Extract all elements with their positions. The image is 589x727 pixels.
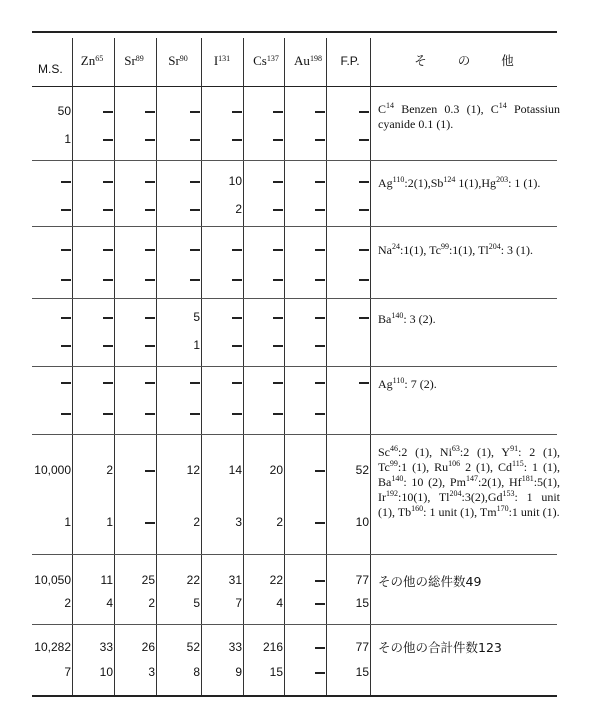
- table-cell: 2: [193, 515, 200, 529]
- dash-mark: [232, 249, 242, 250]
- header-rule: [32, 86, 557, 87]
- dash-mark: [315, 249, 325, 250]
- dash-mark: [315, 580, 325, 581]
- row-separator: [32, 554, 557, 555]
- table-cell: 22: [269, 573, 283, 587]
- table-cell: 5: [193, 310, 200, 324]
- dash-mark: [103, 317, 113, 318]
- table-cell: [32, 310, 71, 324]
- header-sr89: Sr$^{89}$: [124, 53, 144, 68]
- table-cell: [116, 463, 155, 477]
- table-cell: [286, 596, 325, 610]
- table-cell: 8: [193, 665, 200, 679]
- dash-mark: [232, 139, 242, 140]
- nuclide-symbol: $C^{14}$: [490, 101, 507, 116]
- dash-mark: [273, 249, 283, 250]
- other-nuclides-note: Sc$^{46}$:2 (1), Ni$^{63}$:2 (1), $Y^{91}$: 2 (1), Tc$^{99}$:1 (1), Ru$^{106}$ 2 (1), Cd$^{115}$: 1 (1), Ba$^{140}$: 10 (2), Pm$^{147}$:2(1), Hf$^{181}$:5(1), Ir$^{192}$:10(1), Tl$^{204}$:3(2),Gd$^{153}$: 1 unit (1), Tb$^{160}$: 1 unit (1), Tm$^{170}$:1 unit (1).: [378, 444, 561, 519]
- table-cell: 3: [235, 515, 242, 529]
- mass-number: 24: [392, 242, 400, 251]
- mass-number: 147: [465, 474, 478, 483]
- table-cell: [245, 242, 283, 256]
- mass-number: 99: [389, 459, 398, 468]
- table-cell: 7: [64, 665, 71, 679]
- nuclide-symbol: Ag$^{110}$: [378, 376, 405, 391]
- dash-mark: [315, 181, 325, 182]
- table-cell: 3: [148, 665, 155, 679]
- table-cell: [116, 310, 155, 324]
- table-cell: [116, 515, 155, 529]
- table-cell: 1: [64, 132, 71, 146]
- table-cell: 15: [269, 665, 283, 679]
- table-cell: 2: [235, 202, 242, 216]
- table-cell: [158, 272, 200, 286]
- table-cell: [286, 406, 325, 420]
- table-cell: [245, 310, 283, 324]
- header-cs137: Cs$^{137}$: [253, 53, 279, 68]
- table-cell: [286, 640, 325, 654]
- dash-mark: [273, 413, 283, 414]
- mass-number: 153: [502, 489, 515, 498]
- other-nuclides-note: $C^{14}$ Benzen 0.3 (1), $C^{14}$ Potassiun cyanide 0.1 (1).: [378, 101, 560, 131]
- other-nuclides-note: その他の総件数49: [378, 574, 482, 589]
- table-cell: [245, 338, 283, 352]
- header-sr90: Sr$^{90}$: [168, 53, 188, 68]
- table-cell: 5: [193, 596, 200, 610]
- table-cell: [116, 375, 155, 389]
- nuclide-symbol: Gd$^{153}$: [487, 489, 515, 504]
- table-cell: [116, 272, 155, 286]
- table-cell: [158, 132, 200, 146]
- mass-number: 63: [451, 444, 460, 453]
- table-cell: 10,000: [34, 463, 71, 477]
- other-nuclides-note: Na$^{24}$:1(1), Tc$^{99}$:1(1), Tl$^{204}$: 3 (1).: [378, 242, 534, 257]
- nuclide-symbol: Tb$^{160}$: [397, 504, 424, 519]
- table-cell: [32, 242, 71, 256]
- nuclide-symbol: Hf$^{181}$: [509, 474, 534, 489]
- dash-mark: [190, 181, 200, 182]
- nuclide-symbol: Ba$^{140}$: [378, 474, 404, 489]
- other-nuclides-note: Ba$^{140}$: 3 (2).: [378, 311, 436, 326]
- table-cell: [74, 202, 113, 216]
- table-cell: [158, 242, 200, 256]
- dash-mark: [315, 470, 325, 471]
- table-cell: [286, 242, 325, 256]
- table-cell: [286, 272, 325, 286]
- dash-mark: [145, 470, 155, 471]
- dash-mark: [103, 139, 113, 140]
- row-separator: [32, 624, 557, 625]
- dash-mark: [145, 522, 155, 523]
- dash-mark: [103, 209, 113, 210]
- mass-number: 203: [496, 175, 509, 184]
- dash-mark: [145, 181, 155, 182]
- nuclide-symbol: Ba$^{140}$: [378, 311, 404, 326]
- dash-mark: [190, 209, 200, 210]
- dash-mark: [315, 382, 325, 383]
- dash-mark: [359, 139, 369, 140]
- dash-mark: [61, 279, 71, 280]
- table-cell: 22: [186, 573, 200, 587]
- table-cell: [286, 104, 325, 118]
- table-cell: [158, 375, 200, 389]
- dash-mark: [103, 181, 113, 182]
- table-cell: [74, 104, 113, 118]
- table-cell: [245, 202, 283, 216]
- dash-mark: [145, 209, 155, 210]
- mass-number: 115: [512, 459, 524, 468]
- dash-mark: [145, 139, 155, 140]
- nuclide-symbol: Tm$^{170}$: [479, 504, 509, 519]
- header-ms: M.S.: [38, 62, 63, 76]
- dash-mark: [61, 249, 71, 250]
- mass-number: 181: [521, 474, 534, 483]
- table-cell: 9: [235, 665, 242, 679]
- table-cell: 33: [99, 640, 113, 654]
- dash-mark: [145, 249, 155, 250]
- mass-number: 124: [443, 175, 456, 184]
- dash-mark: [273, 209, 283, 210]
- dash-mark: [315, 672, 325, 673]
- table-cell: 10,282: [34, 640, 71, 654]
- table-cell: [32, 375, 71, 389]
- table-cell: [116, 242, 155, 256]
- table-cell: [286, 463, 325, 477]
- dash-mark: [315, 603, 325, 604]
- table-cell: 77: [355, 573, 369, 587]
- dash-mark: [103, 345, 113, 346]
- table-cell: [245, 375, 283, 389]
- header-au198: Au$^{198}$: [294, 53, 322, 68]
- table-cell: 12: [186, 463, 200, 477]
- table-cell: [245, 272, 283, 286]
- dash-mark: [145, 413, 155, 414]
- table-cell: [286, 202, 325, 216]
- dash-mark: [61, 209, 71, 210]
- table-cell: [286, 375, 325, 389]
- table-cell: [286, 132, 325, 146]
- dash-mark: [359, 317, 369, 318]
- table-cell: 2: [148, 596, 155, 610]
- dash-mark: [190, 413, 200, 414]
- mass-number: 110: [392, 175, 405, 184]
- mass-number: 204: [449, 489, 462, 498]
- table-cell: 10: [99, 665, 113, 679]
- dash-mark: [359, 181, 369, 182]
- table-cell: [74, 406, 113, 420]
- dash-mark: [315, 111, 325, 112]
- table-cell: [328, 104, 369, 118]
- dash-mark: [190, 111, 200, 112]
- table-cell: 4: [106, 596, 113, 610]
- mass-number: 192: [386, 489, 398, 498]
- table-cell: [74, 242, 113, 256]
- dash-mark: [315, 413, 325, 414]
- table-cell: [116, 174, 155, 188]
- table-cell: [158, 202, 200, 216]
- table-cell: [245, 104, 283, 118]
- table-cell: [158, 104, 200, 118]
- row-separator: [32, 160, 557, 161]
- table-cell: 2: [64, 596, 71, 610]
- table-cell: 2: [106, 463, 113, 477]
- other-nuclides-note: Ag$^{110}$:2(1),Sb$^{124}$ 1(1),Hg$^{203}$: 1 (1).: [378, 175, 541, 190]
- row-separator: [32, 298, 557, 299]
- table-cell: [286, 174, 325, 188]
- dash-mark: [145, 317, 155, 318]
- nuclide-symbol: $C^{14}$: [378, 101, 395, 116]
- dash-mark: [145, 345, 155, 346]
- table-cell: 15: [355, 665, 369, 679]
- table-cell: [286, 665, 325, 679]
- dash-mark: [315, 522, 325, 523]
- table-cell: 216: [262, 640, 283, 654]
- table-cell: [203, 104, 242, 118]
- dash-mark: [232, 382, 242, 383]
- mass-number: 99: [440, 242, 449, 251]
- table-cell: [328, 242, 369, 256]
- table-cell: 33: [228, 640, 242, 654]
- table-cell: [286, 573, 325, 587]
- table-cell: [116, 132, 155, 146]
- header-fp: F.P.: [340, 54, 360, 68]
- bottom-rule: [32, 695, 557, 697]
- table-cell: 1: [106, 515, 113, 529]
- dash-mark: [145, 279, 155, 280]
- dash-mark: [232, 413, 242, 414]
- dash-mark: [273, 382, 283, 383]
- table-cell: [74, 310, 113, 324]
- other-nuclides-note: Ag$^{110}$: 7 (2).: [378, 376, 437, 391]
- row-separator: [32, 434, 557, 435]
- dash-mark: [190, 249, 200, 250]
- table-cell: 2: [276, 515, 283, 529]
- table-cell: [116, 202, 155, 216]
- dash-mark: [273, 111, 283, 112]
- dash-mark: [273, 181, 283, 182]
- table-cell: 10,050: [34, 573, 71, 587]
- dash-mark: [359, 209, 369, 210]
- table-cell: [32, 202, 71, 216]
- table-cell: [32, 272, 71, 286]
- table-cell: [328, 202, 369, 216]
- nuclide-symbol: Na$^{24}$: [378, 242, 400, 257]
- top-rule: [32, 31, 557, 33]
- dash-mark: [145, 382, 155, 383]
- row-separator: [32, 226, 557, 227]
- dash-mark: [232, 111, 242, 112]
- mass-number: 14: [498, 101, 507, 110]
- mass-number: 140: [391, 311, 404, 320]
- dash-mark: [273, 279, 283, 280]
- table-cell: [32, 338, 71, 352]
- mass-number: 204: [488, 242, 501, 251]
- mass-number: 106: [448, 459, 461, 468]
- nuclide-symbol: Tc$^{99}$: [378, 459, 398, 474]
- nuclide-symbol: Tc$^{99}$: [429, 242, 449, 257]
- nuclide-symbol: Ru$^{106}$: [434, 459, 461, 474]
- dash-mark: [232, 279, 242, 280]
- table-cell: 10: [355, 515, 369, 529]
- mass-number: 170: [496, 504, 509, 513]
- mass-number: 110: [392, 376, 405, 385]
- nuclide-symbol: Sb$^{124}$: [430, 175, 456, 190]
- table-cell: [328, 132, 369, 146]
- table-cell: [158, 174, 200, 188]
- table-cell: [116, 406, 155, 420]
- table-cell: [32, 174, 71, 188]
- table-cell: 31: [228, 573, 242, 587]
- table-cell: 10: [228, 174, 242, 188]
- table-cell: [203, 406, 242, 420]
- dash-mark: [315, 139, 325, 140]
- dash-mark: [359, 111, 369, 112]
- dash-mark: [359, 249, 369, 250]
- table-cell: [74, 338, 113, 352]
- table-cell: [328, 310, 369, 324]
- table-cell: 50: [57, 104, 71, 118]
- dash-mark: [232, 345, 242, 346]
- dash-mark: [232, 317, 242, 318]
- table-cell: [203, 338, 242, 352]
- dash-mark: [103, 382, 113, 383]
- table-cell: 15: [355, 596, 369, 610]
- table-cell: 4: [276, 596, 283, 610]
- row-separator: [32, 366, 557, 367]
- mass-number: 160: [411, 504, 424, 513]
- dash-mark: [315, 345, 325, 346]
- dash-mark: [315, 279, 325, 280]
- table-cell: [116, 104, 155, 118]
- table-cell: [245, 174, 283, 188]
- mass-number: 46: [390, 444, 398, 453]
- header-i131: $I^{131}$: [213, 53, 231, 68]
- header-zn65: Zn$^{65}$: [80, 53, 104, 68]
- header-other: そ の 他: [414, 53, 516, 68]
- table-cell: 52: [355, 463, 369, 477]
- table-cell: [203, 375, 242, 389]
- table-cell: [328, 174, 369, 188]
- table-cell: [286, 338, 325, 352]
- mass-number: 14: [386, 101, 395, 110]
- table-cell: 20: [269, 463, 283, 477]
- dash-mark: [273, 345, 283, 346]
- dash-mark: [103, 111, 113, 112]
- dash-mark: [315, 647, 325, 648]
- dash-mark: [61, 382, 71, 383]
- nuclide-symbol: Ni$^{63}$: [439, 444, 460, 459]
- table-cell: [32, 406, 71, 420]
- dash-mark: [103, 249, 113, 250]
- table-cell: 77: [355, 640, 369, 654]
- dash-mark: [273, 317, 283, 318]
- table-cell: 7: [235, 596, 242, 610]
- table-cell: [286, 310, 325, 324]
- table-cell: 11: [100, 573, 113, 587]
- table-cell: [158, 406, 200, 420]
- dash-mark: [103, 279, 113, 280]
- dash-mark: [61, 317, 71, 318]
- dash-mark: [145, 111, 155, 112]
- dash-mark: [61, 413, 71, 414]
- table-cell: 25: [141, 573, 155, 587]
- table-cell: [116, 338, 155, 352]
- table-cell: [328, 272, 369, 286]
- table-cell: 1: [193, 338, 200, 352]
- table-cell: 52: [186, 640, 200, 654]
- nuclide-symbol: Ir$^{192}$: [378, 489, 398, 504]
- table-cell: [203, 242, 242, 256]
- table-cell: [286, 515, 325, 529]
- dash-mark: [190, 382, 200, 383]
- table-cell: [245, 406, 283, 420]
- table-cell: [203, 132, 242, 146]
- nuclide-symbol: Tl$^{204}$: [478, 242, 501, 257]
- dash-mark: [61, 181, 71, 182]
- table-cell: [203, 310, 242, 324]
- nuclide-symbol: $Y^{91}$: [501, 444, 519, 459]
- dash-mark: [315, 209, 325, 210]
- dash-mark: [315, 317, 325, 318]
- table-cell: [74, 174, 113, 188]
- nuclide-symbol: Ag$^{110}$: [378, 175, 405, 190]
- nuclide-symbol: Pm$^{147}$: [449, 474, 478, 489]
- table-cell: [74, 272, 113, 286]
- table-cell: 26: [141, 640, 155, 654]
- dash-mark: [359, 382, 369, 383]
- mass-number: 140: [391, 474, 404, 483]
- other-nuclides-note: その他の合計件数123: [378, 640, 502, 655]
- table-cell: [74, 132, 113, 146]
- nuclide-symbol: Tl$^{204}$: [438, 489, 462, 504]
- dash-mark: [359, 279, 369, 280]
- table-cell: 1: [64, 515, 71, 529]
- nuclide-symbol: Sc$^{46}$: [378, 444, 398, 459]
- dash-mark: [273, 139, 283, 140]
- dash-mark: [61, 345, 71, 346]
- dash-mark: [103, 413, 113, 414]
- dash-mark: [190, 139, 200, 140]
- table-cell: [74, 375, 113, 389]
- nuclide-symbol: Cd$^{115}$: [498, 459, 524, 474]
- table-cell: [245, 132, 283, 146]
- mass-number: 91: [510, 444, 519, 453]
- dash-mark: [190, 279, 200, 280]
- nuclide-symbol: Hg$^{203}$: [481, 175, 509, 190]
- table-cell: 14: [228, 463, 242, 477]
- table-cell: [203, 272, 242, 286]
- table-cell: [328, 375, 369, 389]
